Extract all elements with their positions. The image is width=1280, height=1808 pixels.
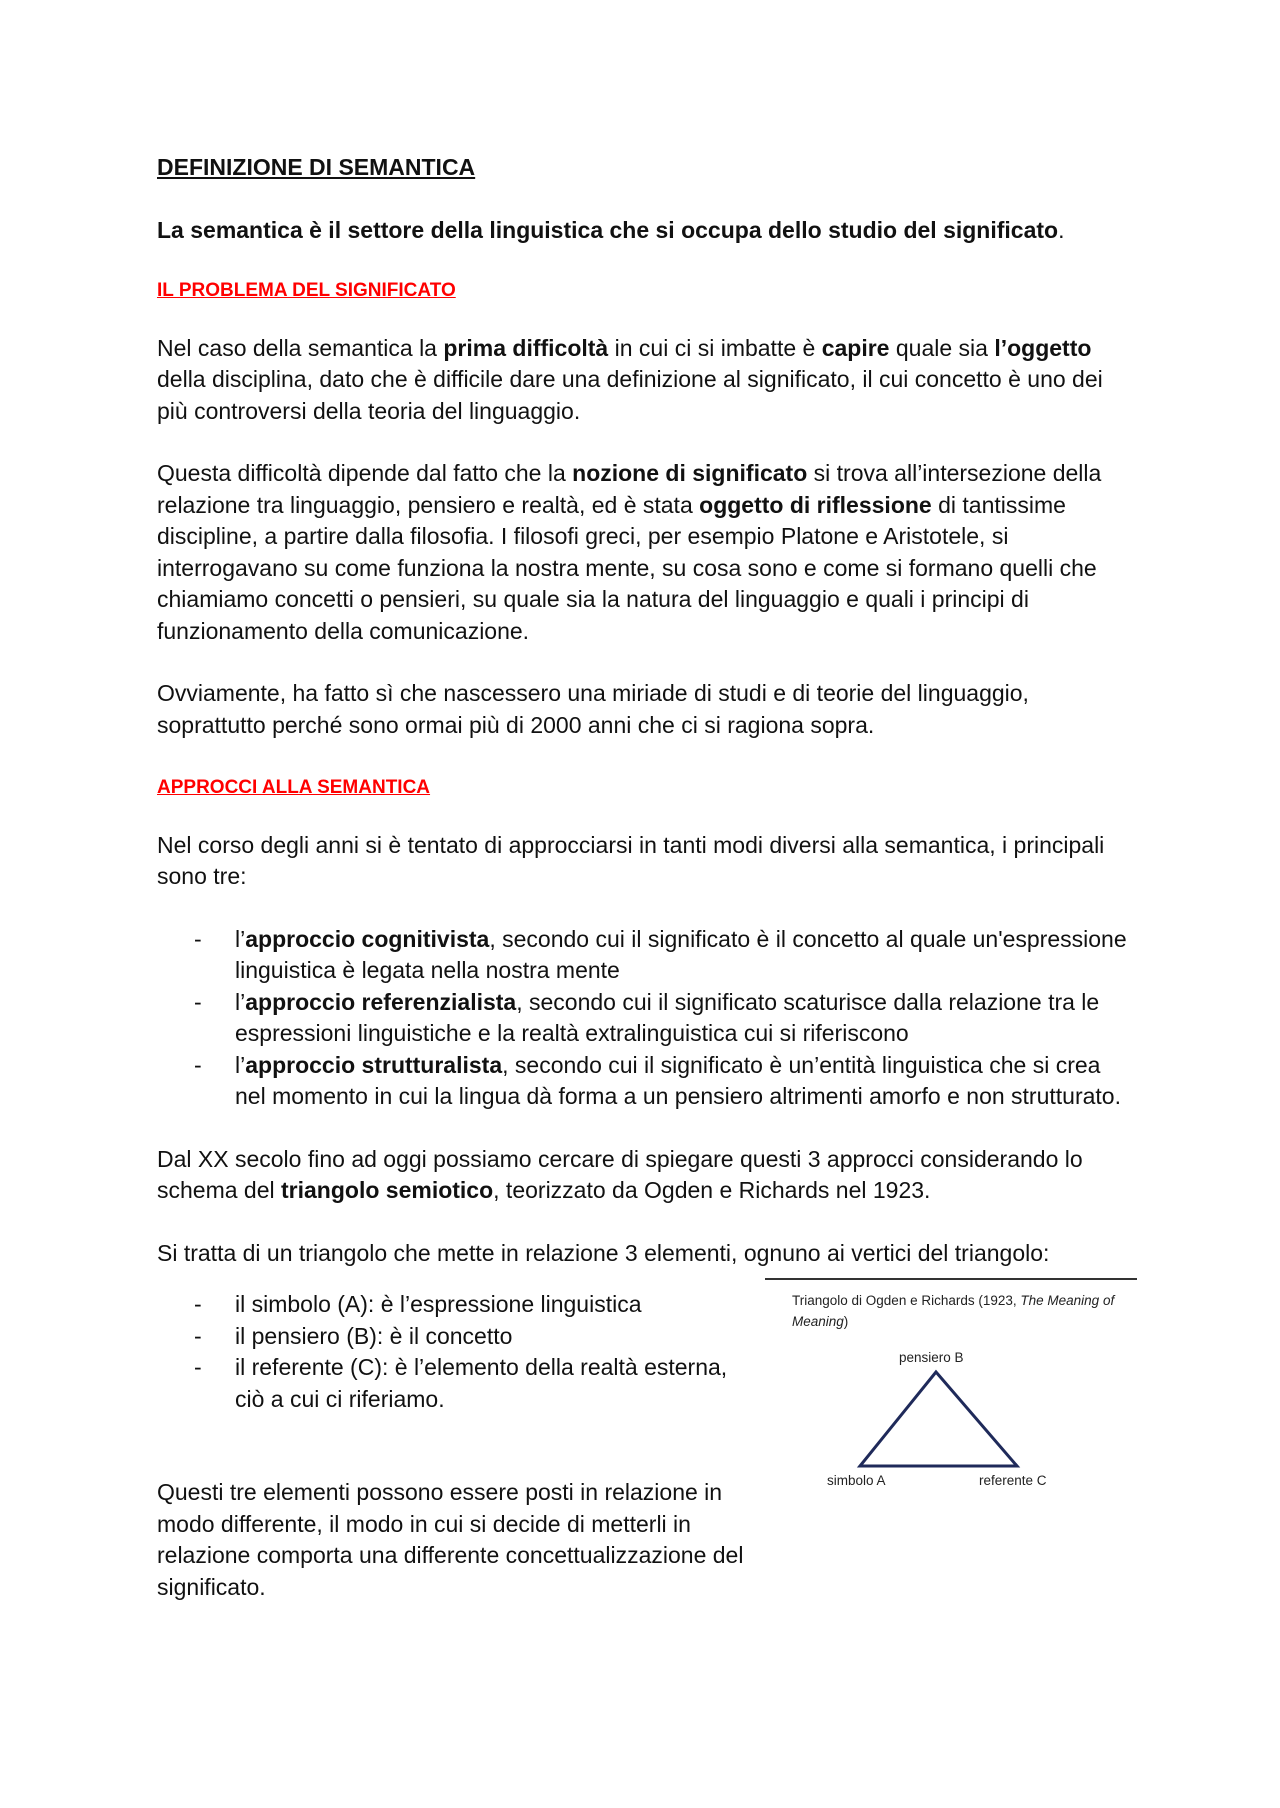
dash-bullet: - (194, 925, 202, 952)
text-run: Dal XX secolo fino ad oggi possiamo cercare di spiegare questi 3 approcci considerando lo schema del (157, 1145, 1083, 1203)
paragraph-approaches-intro: Nel corso degli anni si è tentato di approcciarsi in tanti modi diversi alla semantica, i principali sono tre: (157, 831, 1105, 889)
text-run: , secondo cui il significato scaturisce dalla relazione tra le espressioni linguistiche e la realtà extralinguistica cui si riferiscono (235, 988, 1100, 1046)
bold-run: approccio referenzialista (245, 988, 517, 1015)
text-run: di tantissime discipline, a partire dalla filosofia. I filosofi greci, per esempio Platone e Aristotele, si interrogavano su come funziona la nostra mente, su cosa sono e come si formano quelli che chiamiamo concetti o pensieri, su quale sia la natura del linguaggio e quali i principi di funzionamento della comunicazione. (157, 491, 1097, 644)
dash-bullet: - (194, 1051, 202, 1078)
paragraph-difficulty (157, 333, 1137, 428)
paragraph-studies: Ovviamente, ha fatto sì che nascessero una miriade di studi e di teorie del linguaggio, soprattutto perché sono ormai più di 2000 anni che ci si ragiona sopra. (157, 680, 1029, 738)
text-run: l’ (235, 925, 246, 952)
dash-bullet: - (194, 1291, 202, 1317)
list-item (157, 987, 1137, 1050)
text-run: della disciplina, dato che è difficile dare una definizione al significato, il cui concetto è uno dei più controversi della teoria del linguaggio. (157, 366, 1103, 424)
paragraph-vertices: Si tratta di un triangolo che mette in relazione 3 elementi, ognuno ai vertici del triangolo: (157, 1239, 1050, 1266)
label-referente: referente C (979, 1472, 1047, 1488)
bold-run: l’oggetto (994, 334, 1092, 361)
text-run: il simbolo (A): è l’espressione linguistica (235, 1291, 642, 1317)
page-title: DEFINIZIONE DI SEMANTICA (157, 154, 476, 180)
text-run: si trova all’intersezione della relazione tra linguaggio, pensiero e realtà, ed è stata (157, 460, 1102, 518)
section-heading-approaches: APPROCCI ALLA SEMANTICA (157, 777, 431, 798)
bold-run: approccio strutturalista (245, 1051, 503, 1078)
list-item (157, 1321, 747, 1353)
bold-run: triangolo semiotico (281, 1177, 494, 1203)
triangle-shape (860, 1372, 1017, 1466)
text-run: il referente (C): è l’elemento della realtà esterna, ciò a cui ci riferiamo. (235, 1354, 728, 1412)
paragraph-final: Questi tre elementi possono essere posti in relazione in modo differente, il modo in cui si decide di metterli in relazione comporta una differente concettualizzazione del significato. (157, 1479, 744, 1600)
list-item (157, 1352, 747, 1415)
left-column (157, 1289, 747, 1603)
list-item (157, 1050, 1137, 1113)
bold-run: capire (821, 334, 890, 361)
list-item (157, 924, 1137, 987)
elements-list (157, 1289, 747, 1415)
semiotic-triangle-figure (765, 1278, 1137, 1543)
text-run: Nel caso della semantica la (157, 334, 444, 361)
label-pensiero: pensiero B (899, 1349, 964, 1365)
paragraph-triangle (157, 1144, 1137, 1207)
document-page (157, 152, 1137, 1634)
definition-bold: La semantica è il settore della linguistica che si occupa dello studio del significato (157, 216, 1059, 243)
definition-tail: . (1058, 216, 1065, 243)
caption-text: Triangolo di Ogden e Richards (1923, (792, 1292, 1021, 1308)
text-run: in cui ci si imbatte è (608, 334, 822, 361)
dash-bullet: - (194, 1322, 202, 1349)
triangle-section (157, 1238, 1137, 1604)
paragraph-notion (157, 458, 1137, 647)
dash-bullet: - (194, 1354, 202, 1380)
definition-lead (157, 215, 1137, 247)
bold-run: prima difficoltà (443, 334, 609, 361)
triangle-diagram (765, 1278, 1137, 1543)
text-run: il pensiero (B): è il concetto (235, 1322, 513, 1349)
text-run: , teorizzato da Ogden e Richards nel 1923. (493, 1177, 931, 1203)
list-item (157, 1289, 747, 1321)
section-heading-problem: IL PROBLEMA DEL SIGNIFICATO (157, 280, 456, 301)
approaches-list (157, 924, 1137, 1113)
text-run: , secondo cui il significato è il concetto al quale un'espressione linguistica è legata nella nostra mente (235, 925, 1127, 983)
bold-run: approccio cognitivista (245, 925, 490, 952)
text-run: l’ (235, 988, 246, 1015)
text-run: , secondo cui il significato è un’entità linguistica che si crea nel momento in cui la lingua dà forma a un pensiero altrimenti amorfo e non strutturato. (235, 1051, 1121, 1109)
bold-run: oggetto di riflessione (699, 491, 932, 518)
text-run: quale sia (889, 334, 995, 361)
caption-text: ) (843, 1313, 849, 1329)
dash-bullet: - (194, 988, 202, 1015)
caption-title: The Meaning of Meaning (792, 1292, 1115, 1329)
text-run: l’ (235, 1051, 246, 1078)
label-simbolo: simbolo A (827, 1472, 886, 1488)
bold-run: nozione di significato (572, 460, 808, 486)
text-run: Questa difficoltà dipende dal fatto che la (157, 460, 573, 486)
